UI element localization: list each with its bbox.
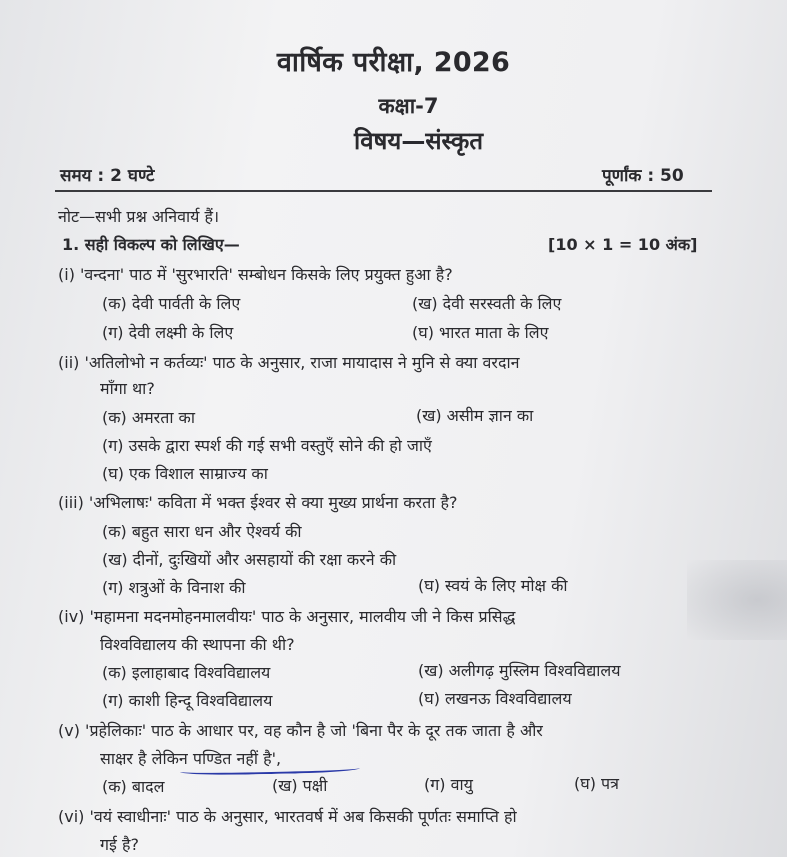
q4-option-d: (घ) लखनऊ विश्वविद्यालय [418,689,572,708]
q3-option-d: (घ) स्वयं के लिए मोक्ष की [418,576,568,595]
question-4-cont: विश्वविद्यालय की स्थापना की थी? [100,635,295,654]
q3-option-c: (ग) शत्रुओं के विनाश की [102,578,246,597]
q4-option-a: (क) इलाहाबाद विश्वविद्यालय [102,663,271,682]
question-5: (v) 'प्रहेलिकाः' पाठ के आधार पर, वह कौन है जो 'बिना पैर के दूर तक जाता है और [58,721,543,740]
q2-option-a: (क) अमरता का [102,408,195,427]
note-text: नोट—सभी प्रश्न अनिवार्य हैं। [58,207,220,226]
q1-option-a: (क) देवी पार्वती के लिए [102,294,241,313]
q3-option-a: (क) बहुत सारा धन और ऐश्वर्य की [102,522,302,541]
question-2: (ii) 'अतिलोभो न कर्तव्यः' पाठ के अनुसार, राजा मायादास ने मुनि से क्या वरदान [58,353,520,372]
question-6-cont: गई है? [100,835,139,854]
question-3: (iii) 'अभिलाषः' कविता में भक्त ईश्वर से क्या मुख्य प्रार्थना करता है? [58,493,458,512]
q2-option-c: (ग) उसके द्वारा स्पर्श की गई सभी वस्तुएँ सोने की हो जाएँ [102,436,432,455]
question-5-cont: साक्षर है लेकिन पण्डित नहीं है', [100,749,282,768]
q1-option-d: (घ) भारत माता के लिए [412,323,549,342]
q5-option-d: (घ) पत्र [574,774,619,793]
question-6: (vi) 'वयं स्वाधीनाः' पाठ के अनुसार, भारतवर्ष में अब किसकी पूर्णतः समाप्ति हो [58,807,517,826]
subject-label: विषय—संस्कृत [353,127,484,155]
header-divider [55,190,712,192]
q1-option-c: (ग) देवी लक्ष्मी के लिए [102,323,234,342]
total-marks-label: पूर्णांक : 50 [602,166,684,186]
question-2-cont: माँगा था? [100,379,155,398]
q2-option-d: (घ) एक विशाल साम्राज्य का [102,464,268,483]
section-heading: 1. सही विकल्प को लिखिए— [62,235,240,254]
class-label: कक्षा-7 [378,94,439,118]
q4-option-c: (ग) काशी हिन्दू विश्वविद्यालय [102,691,273,710]
q4-option-b: (ख) अलीगढ़ मुस्लिम विश्वविद्यालय [418,661,621,680]
exam-title: वार्षिक परीक्षा, 2026 [276,47,511,78]
section-marks: [10 × 1 = 10 अंक] [548,235,698,254]
q5-option-b: (ख) पक्षी [272,776,328,795]
q3-option-b: (ख) दीनों, दुःखियों और असहायों की रक्षा करने की [102,550,397,569]
question-4: (iv) 'महामना मदनमोहनमालवीयः' पाठ के अनुसार, मालवीय जी ने किस प्रसिद्ध [58,607,516,626]
q5-option-a: (क) बादल [102,777,165,796]
q2-option-b: (ख) असीम ज्ञान का [416,406,534,425]
q1-option-b: (ख) देवी सरस्वती के लिए [412,294,562,313]
question-1: (i) 'वन्दना' पाठ में 'सुरभारति' सम्बोधन किसके लिए प्रयुक्त हुआ है? [58,265,453,284]
fold-shadow [687,560,787,640]
time-label: समय : 2 घण्टे [60,166,155,186]
q5-option-c: (ग) वायु [424,775,473,794]
